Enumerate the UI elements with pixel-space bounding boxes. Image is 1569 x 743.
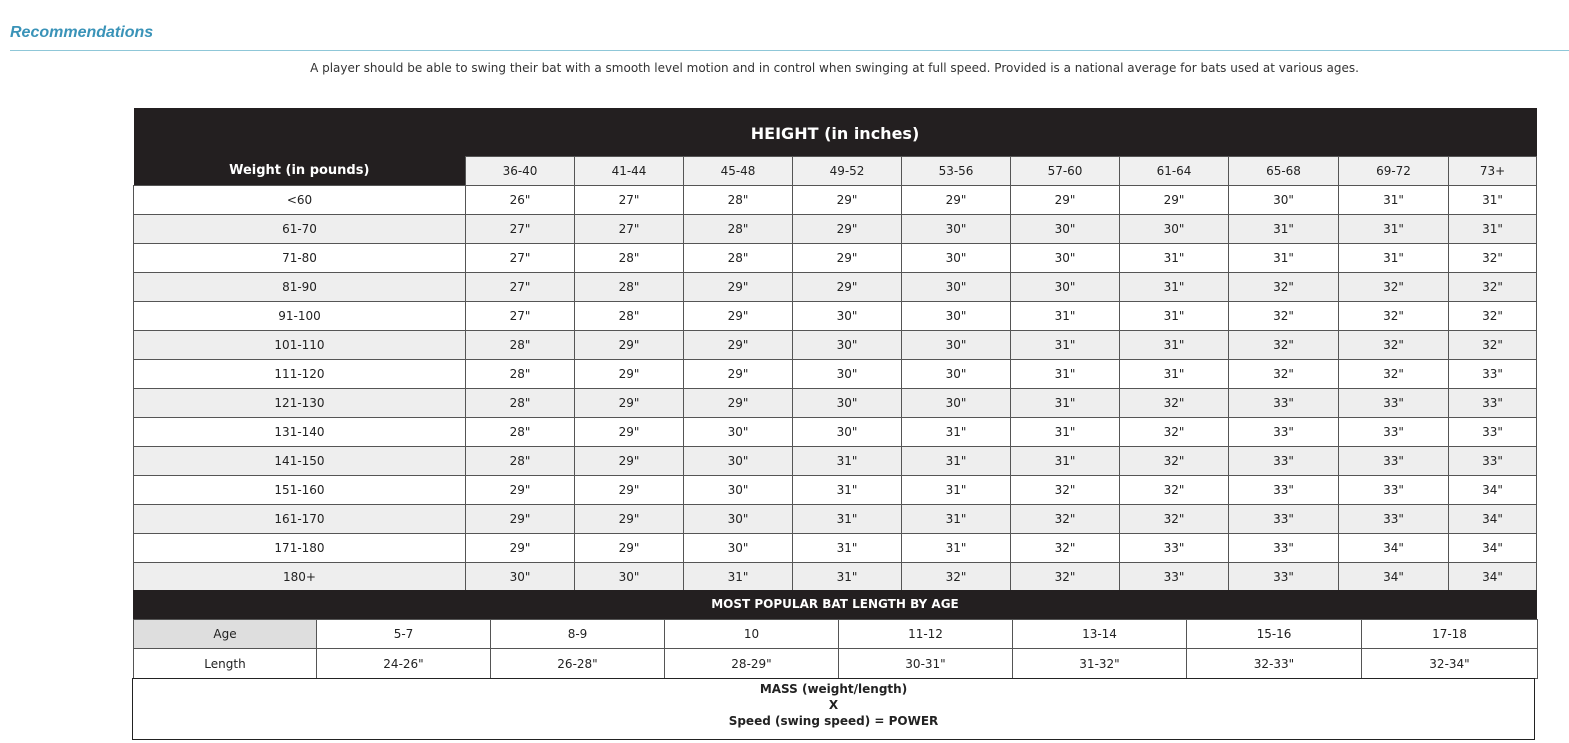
bat-length-cell: 33"	[1339, 418, 1449, 447]
table-row	[134, 244, 1537, 273]
bat-length-cell: 30"	[1011, 244, 1120, 273]
bat-length-cell: 32"	[1120, 476, 1229, 505]
bat-length-cell: 31"	[1011, 331, 1120, 360]
length-label: Length	[134, 649, 317, 679]
bat-length-cell: 33"	[1120, 534, 1229, 563]
bat-length-cell: 32"	[1011, 534, 1120, 563]
weight-cell: 161-170	[134, 505, 466, 534]
bat-length-cell: 32"	[1449, 273, 1537, 302]
bat-length-cell: 30"	[902, 360, 1011, 389]
bat-length-cell: 27"	[575, 186, 684, 215]
age-length-cell: 32-33"	[1187, 649, 1362, 679]
age-length-cell: 26-28"	[491, 649, 665, 679]
bat-length-cell: 33"	[1229, 534, 1339, 563]
age-length-table	[133, 619, 1538, 679]
bat-length-cell: 33"	[1339, 505, 1449, 534]
bat-length-cell: 31"	[1120, 273, 1229, 302]
weight-cell: 111-120	[134, 360, 466, 389]
table-row	[134, 505, 1537, 534]
bat-length-cell: 33"	[1449, 418, 1537, 447]
bat-length-cell: 32"	[1449, 244, 1537, 273]
bat-length-cell: 32"	[1229, 273, 1339, 302]
bat-length-cell: 32"	[1449, 302, 1537, 331]
bat-length-cell: 29"	[575, 476, 684, 505]
bat-length-cell: 31"	[902, 476, 1011, 505]
weight-cell: 131-140	[134, 418, 466, 447]
bat-length-cell: 32"	[1339, 273, 1449, 302]
bat-length-cell: 29"	[575, 505, 684, 534]
bat-length-cell: 31"	[1011, 447, 1120, 476]
height-range-header: 45-48	[684, 157, 793, 186]
bat-length-cell: 29"	[575, 534, 684, 563]
bat-length-cell: 31"	[793, 476, 902, 505]
height-range-header: 36-40	[466, 157, 575, 186]
age-cell: 17-18	[1362, 620, 1538, 649]
bat-length-cell: 31"	[1339, 215, 1449, 244]
bat-length-cell: 32"	[1120, 389, 1229, 418]
table-row	[134, 418, 1537, 447]
bat-length-cell: 28"	[575, 302, 684, 331]
height-range-header: 73+	[1449, 157, 1537, 186]
bat-length-cell: 33"	[1229, 563, 1339, 592]
bat-length-cell: 28"	[575, 244, 684, 273]
bat-length-cell: 31"	[1339, 244, 1449, 273]
bat-length-cell: 32"	[1229, 360, 1339, 389]
bat-length-cell: 30"	[793, 331, 902, 360]
bat-length-cell: 28"	[575, 273, 684, 302]
weight-header: Weight (in pounds)	[134, 157, 466, 186]
weight-cell: 121-130	[134, 389, 466, 418]
bat-length-cell: 34"	[1449, 563, 1537, 592]
bat-length-cell: 28"	[466, 331, 575, 360]
bat-length-cell: 31"	[684, 563, 793, 592]
bat-length-cell: 32"	[1339, 331, 1449, 360]
height-range-header: 49-52	[793, 157, 902, 186]
bat-length-cell: 33"	[1339, 447, 1449, 476]
bat-length-cell: 34"	[1449, 534, 1537, 563]
bat-length-cell: 30"	[793, 302, 902, 331]
age-length-cell: 31-32"	[1013, 649, 1187, 679]
bat-length-cell: 27"	[575, 215, 684, 244]
bat-length-cell: 29"	[684, 302, 793, 331]
bat-length-cell: 33"	[1229, 476, 1339, 505]
bat-length-cell: 30"	[684, 476, 793, 505]
bat-length-cell: 31"	[1449, 186, 1537, 215]
bat-length-cell: 34"	[1339, 563, 1449, 592]
bat-length-cell: 31"	[1120, 331, 1229, 360]
bat-length-cell: 33"	[1449, 360, 1537, 389]
bat-length-cell: 28"	[466, 360, 575, 389]
bat-length-cell: 31"	[793, 447, 902, 476]
section-title: Recommendations	[10, 24, 154, 41]
height-range-header: 61-64	[1120, 157, 1229, 186]
bat-size-chart	[133, 108, 1537, 592]
bat-length-cell: 29"	[466, 476, 575, 505]
age-cell: 5-7	[317, 620, 491, 649]
bat-length-cell: 34"	[1449, 505, 1537, 534]
bat-length-cell: 31"	[902, 418, 1011, 447]
bat-length-cell: 29"	[575, 447, 684, 476]
bat-length-cell: 30"	[902, 244, 1011, 273]
section-divider	[10, 50, 1569, 51]
bat-length-cell: 29"	[684, 389, 793, 418]
bat-length-cell: 30"	[1011, 215, 1120, 244]
bat-length-cell: 29"	[793, 273, 902, 302]
height-range-header: 65-68	[1229, 157, 1339, 186]
bat-length-cell: 33"	[1229, 389, 1339, 418]
bat-length-cell: 30"	[575, 563, 684, 592]
bat-length-cell: 32"	[1011, 505, 1120, 534]
bat-length-cell: 31"	[1011, 360, 1120, 389]
table-row	[134, 215, 1537, 244]
bat-length-cell: 27"	[466, 244, 575, 273]
bat-length-cell: 31"	[1229, 244, 1339, 273]
bat-length-cell: 29"	[793, 186, 902, 215]
formula-line-speed: Speed (swing speed) = POWER	[728, 714, 939, 728]
bat-length-cell: 31"	[1011, 418, 1120, 447]
age-cell: 13-14	[1013, 620, 1187, 649]
bat-length-cell: 34"	[1339, 534, 1449, 563]
bat-length-cell: 28"	[466, 389, 575, 418]
bat-length-cell: 29"	[575, 360, 684, 389]
bat-length-cell: 29"	[575, 331, 684, 360]
age-length-cell: 32-34"	[1362, 649, 1538, 679]
weight-cell: 71-80	[134, 244, 466, 273]
age-label: Age	[134, 620, 317, 649]
weight-cell: 61-70	[134, 215, 466, 244]
bat-length-cell: 29"	[1120, 186, 1229, 215]
bat-length-cell: 33"	[1339, 389, 1449, 418]
bat-length-cell: 31"	[793, 534, 902, 563]
bat-length-cell: 32"	[1120, 418, 1229, 447]
age-length-cell: 30-31"	[839, 649, 1013, 679]
bat-length-cell: 32"	[1339, 360, 1449, 389]
power-formula	[132, 678, 1535, 740]
bat-length-cell: 30"	[684, 534, 793, 563]
bat-length-cell: 30"	[902, 273, 1011, 302]
table-row	[134, 534, 1537, 563]
bat-length-cell: 29"	[575, 389, 684, 418]
bat-length-cell: 30"	[793, 389, 902, 418]
bat-length-cell: 30"	[793, 418, 902, 447]
height-range-header: 57-60	[1011, 157, 1120, 186]
bat-length-cell: 34"	[1449, 476, 1537, 505]
bat-length-cell: 27"	[466, 273, 575, 302]
bat-length-cell: 29"	[684, 273, 793, 302]
height-range-header: 41-44	[575, 157, 684, 186]
bat-length-cell: 29"	[1011, 186, 1120, 215]
bat-length-cell: 30"	[684, 447, 793, 476]
height-header: HEIGHT (in inches)	[134, 108, 1537, 157]
bat-length-cell: 29"	[793, 215, 902, 244]
weight-cell: <60	[134, 186, 466, 215]
bat-length-cell: 31"	[1120, 360, 1229, 389]
age-cell: 10	[665, 620, 839, 649]
formula-line-mass: MASS (weight/length)	[759, 682, 908, 696]
bat-length-cell: 31"	[1011, 302, 1120, 331]
table-row	[134, 331, 1537, 360]
age-chart-banner: MOST POPULAR BAT LENGTH BY AGE	[133, 590, 1537, 619]
age-cell: 8-9	[491, 620, 665, 649]
table-row	[134, 186, 1537, 215]
bat-length-cell: 29"	[902, 186, 1011, 215]
bat-length-cell: 32"	[1449, 331, 1537, 360]
bat-length-cell: 30"	[902, 331, 1011, 360]
table-row	[134, 302, 1537, 331]
weight-cell: 151-160	[134, 476, 466, 505]
bat-length-cell: 30"	[1011, 273, 1120, 302]
bat-length-cell: 32"	[1339, 302, 1449, 331]
bat-length-cell: 30"	[466, 563, 575, 592]
bat-length-cell: 33"	[1229, 447, 1339, 476]
bat-length-cell: 29"	[684, 331, 793, 360]
bat-length-cell: 31"	[902, 505, 1011, 534]
bat-length-cell: 28"	[684, 244, 793, 273]
bat-length-cell: 29"	[466, 534, 575, 563]
weight-cell: 91-100	[134, 302, 466, 331]
bat-length-cell: 32"	[902, 563, 1011, 592]
table-row	[134, 476, 1537, 505]
bat-length-cell: 30"	[793, 360, 902, 389]
bat-length-cell: 31"	[1449, 215, 1537, 244]
bat-length-cell: 30"	[684, 418, 793, 447]
bat-length-cell: 31"	[1339, 186, 1449, 215]
table-row	[134, 360, 1537, 389]
height-range-header: 53-56	[902, 157, 1011, 186]
bat-length-cell: 31"	[1229, 215, 1339, 244]
weight-cell: 180+	[134, 563, 466, 592]
bat-length-cell: 29"	[684, 360, 793, 389]
bat-length-cell: 29"	[575, 418, 684, 447]
bat-length-cell: 29"	[466, 505, 575, 534]
table-row	[134, 389, 1537, 418]
bat-length-cell: 27"	[466, 215, 575, 244]
bat-length-cell: 30"	[902, 215, 1011, 244]
bat-length-cell: 33"	[1229, 505, 1339, 534]
bat-length-cell: 30"	[902, 389, 1011, 418]
bat-length-cell: 27"	[466, 302, 575, 331]
bat-length-cell: 28"	[684, 186, 793, 215]
weight-cell: 171-180	[134, 534, 466, 563]
bat-length-cell: 32"	[1229, 331, 1339, 360]
intro-text: A player should be able to swing their bat with a smooth level motion and in control when swinging at full speed. Provided is a national average for bats used at various ages.	[310, 61, 1359, 75]
bat-length-cell: 33"	[1449, 389, 1537, 418]
bat-length-cell: 30"	[902, 302, 1011, 331]
weight-cell: 141-150	[134, 447, 466, 476]
bat-length-cell: 28"	[684, 215, 793, 244]
bat-length-cell: 31"	[1120, 302, 1229, 331]
weight-cell: 101-110	[134, 331, 466, 360]
bat-length-cell: 33"	[1339, 476, 1449, 505]
bat-length-cell: 31"	[793, 563, 902, 592]
weight-cell: 81-90	[134, 273, 466, 302]
bat-length-cell: 31"	[1011, 389, 1120, 418]
bat-length-cell: 30"	[1229, 186, 1339, 215]
bat-length-cell: 32"	[1229, 302, 1339, 331]
bat-length-cell: 30"	[684, 505, 793, 534]
bat-length-cell: 31"	[902, 534, 1011, 563]
bat-length-cell: 30"	[1120, 215, 1229, 244]
bat-length-cell: 32"	[1120, 505, 1229, 534]
age-length-cell: 24-26"	[317, 649, 491, 679]
formula-line-x: X	[828, 698, 839, 712]
table-row	[134, 273, 1537, 302]
bat-length-cell: 33"	[1229, 418, 1339, 447]
bat-length-cell: 32"	[1120, 447, 1229, 476]
age-cell: 15-16	[1187, 620, 1362, 649]
bat-length-cell: 31"	[793, 505, 902, 534]
table-row	[134, 447, 1537, 476]
bat-length-cell: 29"	[793, 244, 902, 273]
bat-length-cell: 26"	[466, 186, 575, 215]
bat-length-cell: 28"	[466, 447, 575, 476]
table-row	[134, 563, 1537, 592]
bat-length-cell: 33"	[1120, 563, 1229, 592]
bat-length-cell: 32"	[1011, 563, 1120, 592]
age-cell: 11-12	[839, 620, 1013, 649]
bat-length-cell: 32"	[1011, 476, 1120, 505]
bat-length-cell: 31"	[1120, 244, 1229, 273]
bat-length-cell: 31"	[902, 447, 1011, 476]
bat-length-cell: 28"	[466, 418, 575, 447]
height-range-header: 69-72	[1339, 157, 1449, 186]
age-length-cell: 28-29"	[665, 649, 839, 679]
bat-length-cell: 33"	[1449, 447, 1537, 476]
